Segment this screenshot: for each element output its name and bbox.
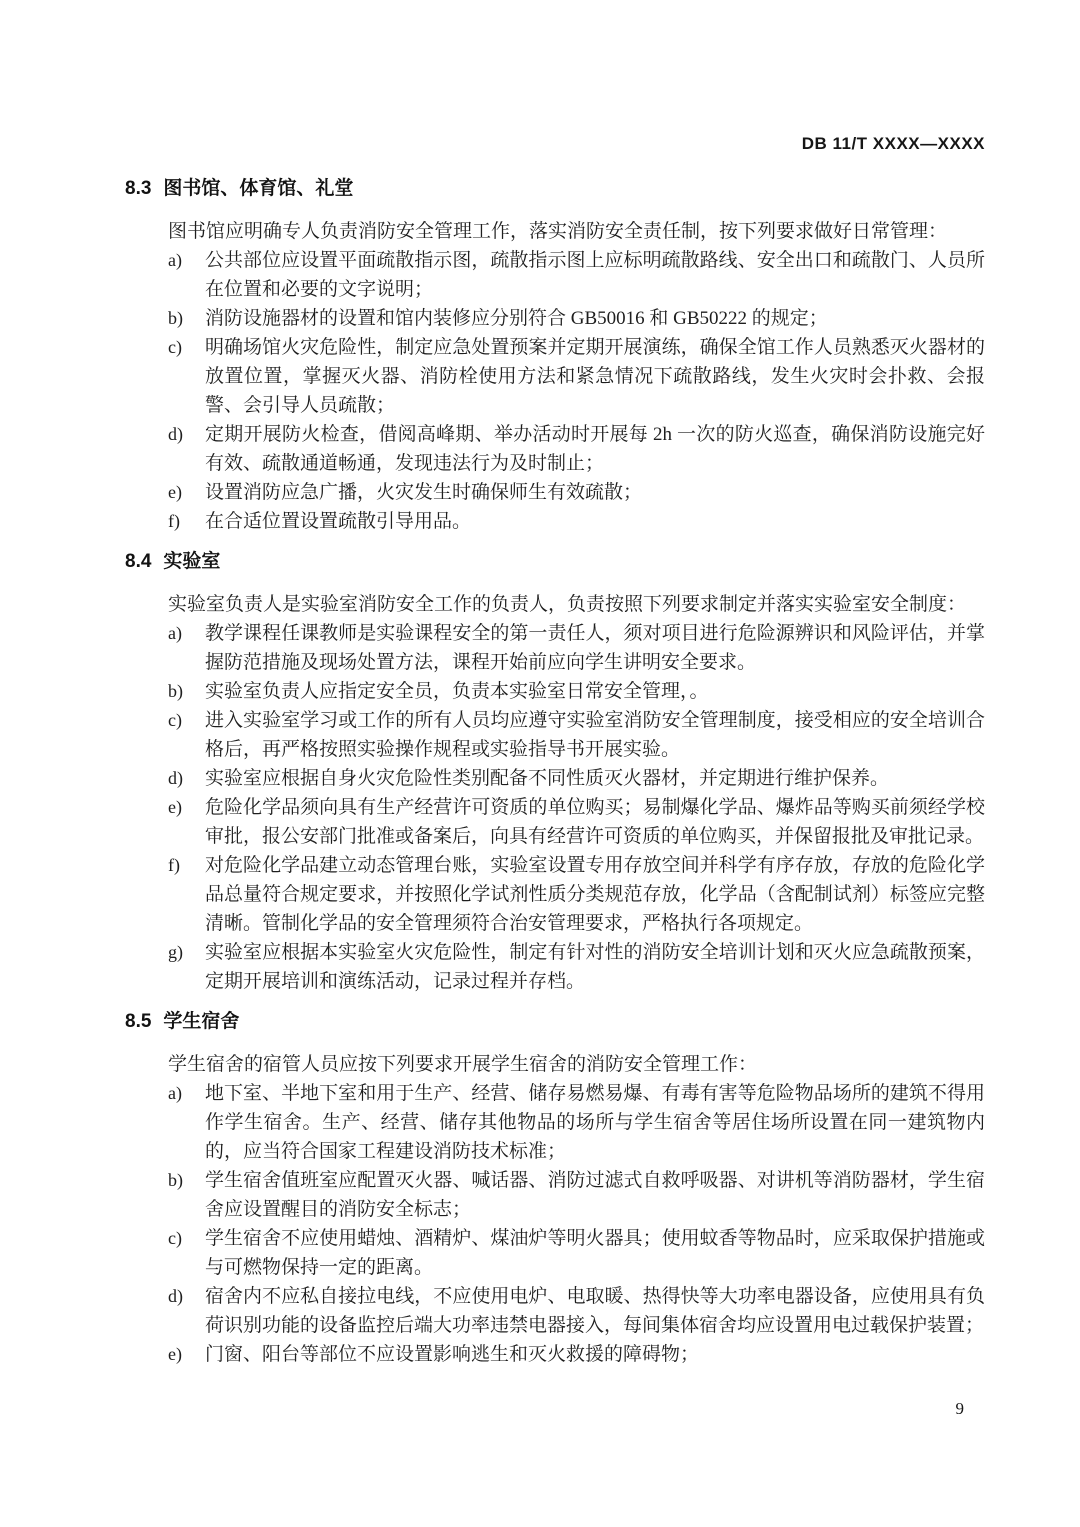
list-item	[168, 1166, 985, 1224]
list-item-text: 实验室应根据自身火灾危险性类别配备不同性质灭火器材，并定期进行维护保养。	[205, 768, 890, 789]
list-item	[168, 420, 985, 478]
page-number: 9	[955, 1399, 964, 1418]
list-item	[168, 1340, 985, 1369]
list-item	[168, 1224, 985, 1282]
list-item-letter: e)	[168, 797, 182, 817]
list-item-letter: c)	[168, 1228, 182, 1248]
section-intro: 图书馆应明确专人负责消防安全管理工作，落实消防安全责任制，按下列要求做好日常管理：	[168, 221, 948, 242]
list-item-letter: d)	[168, 768, 183, 788]
list-item	[168, 851, 985, 938]
section-heading	[125, 177, 985, 200]
list-item-text: 地下室、半地下室和用于生产、经营、储存易燃易爆、有毒有害等危险物品场所的建筑不得用作学生宿舍。生产、经营、储存其他物品的场所与学生宿舍等居住场所设置在同一建筑物内的，应当符合国家工程建设消防技术标准；	[205, 1083, 985, 1162]
list-item-text: 教学课程任课教师是实验课程安全的第一责任人，须对项目进行危险源辨识和风险评估，并掌握防范措施及现场处置方法，课程开始前应向学生讲明安全要求。	[205, 623, 985, 673]
list-item	[168, 938, 985, 996]
section-title: 图书馆、体育馆、礼堂	[163, 178, 354, 199]
section-library-gym-hall	[125, 177, 985, 536]
list-item-letter: d)	[168, 1286, 183, 1306]
section-heading	[125, 550, 985, 573]
document-content	[125, 177, 985, 1369]
item-list	[125, 1079, 985, 1369]
list-item-letter: e)	[168, 482, 182, 502]
list-item	[168, 507, 985, 536]
list-item	[168, 764, 985, 793]
list-item-letter: c)	[168, 337, 182, 357]
list-item	[168, 333, 985, 420]
list-item-text: 在合适位置设置疏散引导用品。	[205, 511, 472, 532]
section-title: 学生宿舍	[163, 1011, 240, 1032]
list-item-letter: f)	[168, 511, 180, 531]
section-heading	[125, 1010, 985, 1033]
list-item-text: 消防设施器材的设置和馆内装修应分别符合 GB50016 和 GB50222 的规定；	[205, 308, 828, 329]
list-item-text: 学生宿舍不应使用蜡烛、酒精炉、煤油炉等明火器具；使用蚊香等物品时，应采取保护措施或与可燃物保持一定的距离。	[205, 1228, 985, 1278]
list-item-letter: b)	[168, 1170, 183, 1190]
section-student-dormitory	[125, 1010, 985, 1369]
list-item	[168, 1079, 985, 1166]
list-item-text: 宿舍内不应私自接拉电线，不应使用电炉、电取暖、热得快等大功率电器设备，应使用具有负荷识别功能的设备监控后端大功率违禁电器接入，每间集体宿舍均应设置用电过载保护装置；	[205, 1286, 985, 1336]
list-item-letter: e)	[168, 1344, 182, 1364]
list-item-letter: b)	[168, 681, 183, 701]
list-item	[168, 706, 985, 764]
list-item	[168, 793, 985, 851]
list-item-text: 实验室负责人应指定安全员，负责本实验室日常安全管理，。	[205, 681, 709, 702]
list-item-text: 门窗、阳台等部位不应设置影响逃生和灭火救援的障碍物；	[205, 1344, 700, 1365]
list-item	[168, 478, 985, 507]
list-item-letter: a)	[168, 1083, 182, 1103]
list-item-text: 公共部位应设置平面疏散指示图，疏散指示图上应标明疏散路线、安全出口和疏散门、人员所在位置和必要的文字说明；	[205, 250, 985, 300]
list-item-letter: a)	[168, 250, 182, 270]
section-number: 8.4	[125, 551, 152, 572]
section-title: 实验室	[163, 551, 221, 572]
list-item-letter: c)	[168, 710, 182, 730]
list-item-text: 学生宿舍值班室应配置灭火器、喊话器、消防过滤式自救呼吸器、对讲机等消防器材，学生宿舍应设置醒目的消防安全标志；	[205, 1170, 985, 1220]
list-item-letter: f)	[168, 855, 180, 875]
list-item-text: 定期开展防火检查，借阅高峰期、举办活动时开展每 2h 一次的防火巡查，确保消防设施完好有效、疏散通道畅通，发现违法行为及时制止；	[205, 424, 985, 474]
section-number: 8.3	[125, 178, 152, 199]
list-item	[168, 246, 985, 304]
section-number: 8.5	[125, 1011, 152, 1032]
list-item	[168, 619, 985, 677]
list-item-text: 设置消防应急广播，火灾发生时确保师生有效疏散；	[205, 482, 643, 503]
section-intro: 实验室负责人是实验室消防安全工作的负责人，负责按照下列要求制定并落实实验室安全制度：	[168, 594, 967, 615]
list-item-text: 实验室应根据本实验室火灾危险性，制定有针对性的消防安全培训计划和灭火应急疏散预案，定期开展培训和演练活动，记录过程并存档。	[205, 942, 985, 992]
section-intro: 学生宿舍的宿管人员应按下列要求开展学生宿舍的消防安全管理工作：	[168, 1054, 758, 1075]
list-item	[168, 677, 985, 706]
section-laboratory	[125, 550, 985, 996]
list-item-text: 明确场馆火灾危险性，制定应急处置预案并定期开展演练，确保全馆工作人员熟悉灭火器材的放置位置，掌握灭火器、消防栓使用方法和紧急情况下疏散路线，发生火灾时会扑救、会报警、会引导人员疏散；	[205, 337, 985, 416]
list-item-letter: b)	[168, 308, 183, 328]
list-item-text: 对危险化学品建立动态管理台账，实验室设置专用存放空间并科学有序存放，存放的危险化学品总量符合规定要求，并按照化学试剂性质分类规范存放，化学品（含配制试剂）标签应完整清晰。管制化学品的安全管理须符合治安管理要求，严格执行各项规定。	[205, 855, 985, 934]
list-item	[168, 304, 985, 333]
doc-code-header: DB 11/T XXXX—XXXX	[801, 134, 985, 153]
list-item	[168, 1282, 985, 1340]
list-item-letter: d)	[168, 424, 183, 444]
list-item-text: 危险化学品须向具有生产经营许可资质的单位购买；易制爆化学品、爆炸品等购买前须经学校审批，报公安部门批准或备案后，向具有经营许可资质的单位购买，并保留报批及审批记录。	[205, 797, 985, 847]
item-list	[125, 619, 985, 996]
list-item-letter: g)	[168, 942, 183, 962]
list-item-letter: a)	[168, 623, 182, 643]
item-list	[125, 246, 985, 536]
list-item-text: 进入实验室学习或工作的所有人员均应遵守实验室消防安全管理制度，接受相应的安全培训合格后，再严格按照实验操作规程或实验指导书开展实验。	[205, 710, 985, 760]
